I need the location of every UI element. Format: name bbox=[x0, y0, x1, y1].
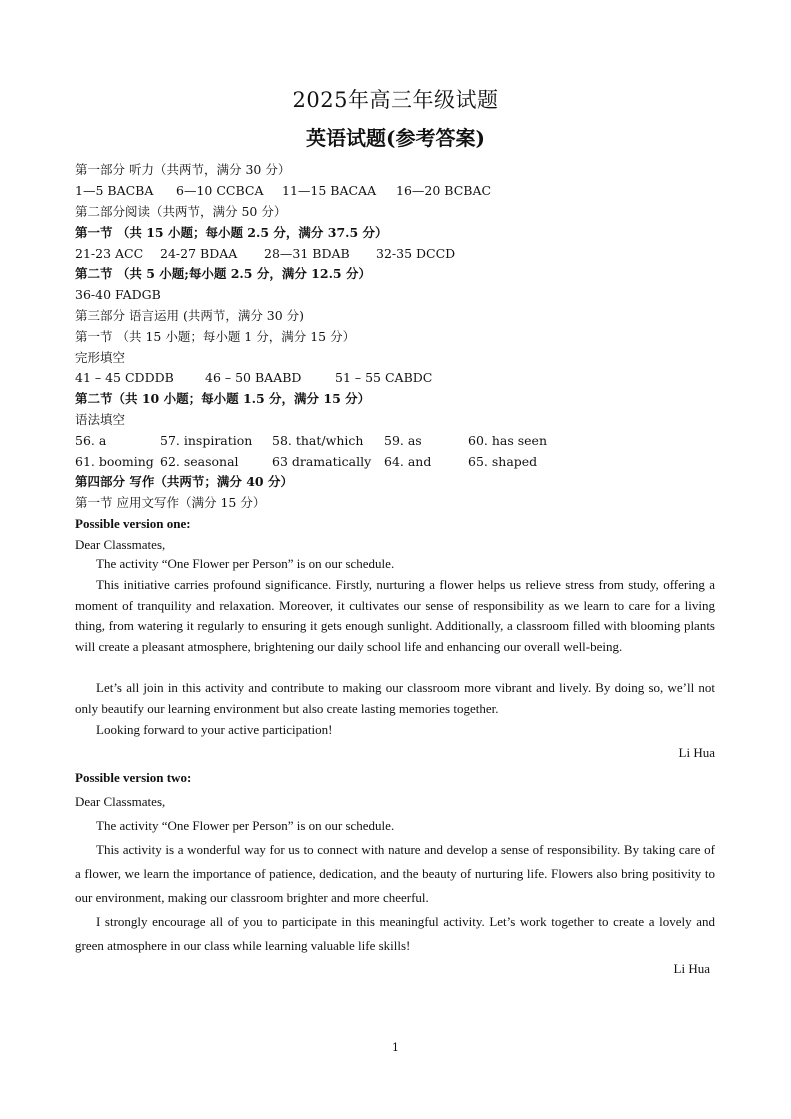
part2-section2-heading: 第二节 （共 5 小题;每小题 2.5 分，满分 12.5 分） bbox=[75, 266, 371, 281]
answer-group: 11—15 BACAA bbox=[282, 183, 377, 198]
answer-group: 46 – 50 BAABD bbox=[205, 370, 302, 385]
grammar-answer: 64. and bbox=[384, 454, 432, 469]
version2-label: Possible version two: bbox=[75, 770, 192, 785]
version2-paragraph: I strongly encourage all of you to participate in this meaningful activity. Let’s work together to create a lovely and green atmosphere in our class while learning valuable life skills! bbox=[75, 914, 715, 953]
part1-heading: 第一部分 听力（共两节，满分 30 分） bbox=[75, 162, 291, 177]
answer-group: 6—10 CCBCA bbox=[176, 183, 264, 198]
grammar-label: 语法填空 bbox=[75, 412, 126, 427]
version2-paragraph: The activity “One Flower per Person” is on our schedule. bbox=[96, 818, 395, 833]
version1-greeting: Dear Classmates, bbox=[75, 537, 166, 552]
part4-heading: 第四部分 写作（共两节；满分 40 分） bbox=[75, 474, 293, 489]
answer-group: 16—20 BCBAC bbox=[396, 183, 492, 198]
grammar-answer: 57. inspiration bbox=[160, 433, 253, 448]
part2-heading: 第二部分阅读（共两节，满分 50 分） bbox=[75, 204, 287, 219]
version1-paragraph: This initiative carries profound significance. Firstly, nurturing a flower helps us relieve stress from study, offering a moment of tranquility and relaxation. Moreover, it cultivates our sense of responsibility as we learn to care for a living thing, from watering it regularly to ensuring it gets enough sunlight. Additionally, a classroom filled with blooming plants will create a pleasant atmosphere, brightening our daily school life and enhancing our overall well-being. bbox=[75, 577, 715, 655]
part3-section1-heading: 第一节 （共 15 小题；每小题 1 分，满分 15 分） bbox=[75, 329, 356, 344]
version1-paragraph: Looking forward to your active participation! bbox=[96, 722, 333, 737]
version2-signature: Li Hua bbox=[673, 961, 710, 976]
part2-section1-heading: 第一节 （共 15 小题；每小题 2.5 分，满分 37.5 分） bbox=[75, 225, 388, 240]
page-subtitle: 英语试题(参考答案) bbox=[306, 126, 485, 150]
grammar-answer: 59. as bbox=[384, 433, 422, 448]
answer-group: 21-23 ACC bbox=[75, 246, 144, 261]
version1-paragraph: The activity “One Flower per Person” is on our schedule. bbox=[96, 556, 395, 571]
part3-heading: 第三部分 语言运用 (共两节，满分 30 分) bbox=[75, 308, 305, 323]
grammar-answer: 61. booming bbox=[75, 454, 154, 469]
answer-group: 32-35 DCCD bbox=[376, 246, 456, 261]
answer-group: 51 – 55 CABDC bbox=[335, 370, 433, 385]
version2-greeting: Dear Classmates, bbox=[75, 794, 166, 809]
page-number: 1 bbox=[392, 1041, 399, 1054]
version1-label: Possible version one: bbox=[75, 516, 191, 531]
grammar-answer: 62. seasonal bbox=[160, 454, 239, 469]
version1-signature: Li Hua bbox=[678, 745, 715, 760]
answer-group: 36-40 FADGB bbox=[75, 287, 161, 302]
cloze-label: 完形填空 bbox=[75, 350, 126, 365]
page-title: 2025年高三年级试题 bbox=[292, 88, 499, 112]
answer-group: 28—31 BDAB bbox=[264, 246, 350, 261]
part3-section2-heading: 第二节（共 10 小题；每小题 1.5 分，满分 15 分） bbox=[75, 391, 371, 406]
grammar-answer: 60. has seen bbox=[468, 433, 548, 448]
answer-group: 1—5 BACBA bbox=[75, 183, 154, 198]
grammar-answer: 56. a bbox=[75, 433, 107, 448]
grammar-answer: 63 dramatically bbox=[272, 454, 372, 469]
answer-group: 41 – 45 CDDDB bbox=[75, 370, 174, 385]
version2-paragraph: This activity is a wonderful way for us to connect with nature and develop a sense of responsibility. By taking care of a flower, we learn the importance of patience, dedication, and the beauty of nurturing life. Flowers also bring positivity to our environment, making our classroom brighter and more cheerful. bbox=[75, 842, 715, 905]
part4-section1-heading: 第一节 应用文写作（满分 15 分） bbox=[75, 495, 266, 510]
grammar-answer: 65. shaped bbox=[468, 454, 538, 469]
version1-paragraph: Let’s all join in this activity and contribute to making our classroom more vibrant and lively. By doing so, we’ll not only beautify our learning environment but also create lasting memories together. bbox=[75, 680, 715, 716]
answer-group: 24-27 BDAA bbox=[160, 246, 238, 261]
grammar-answer: 58. that/which bbox=[272, 433, 364, 448]
